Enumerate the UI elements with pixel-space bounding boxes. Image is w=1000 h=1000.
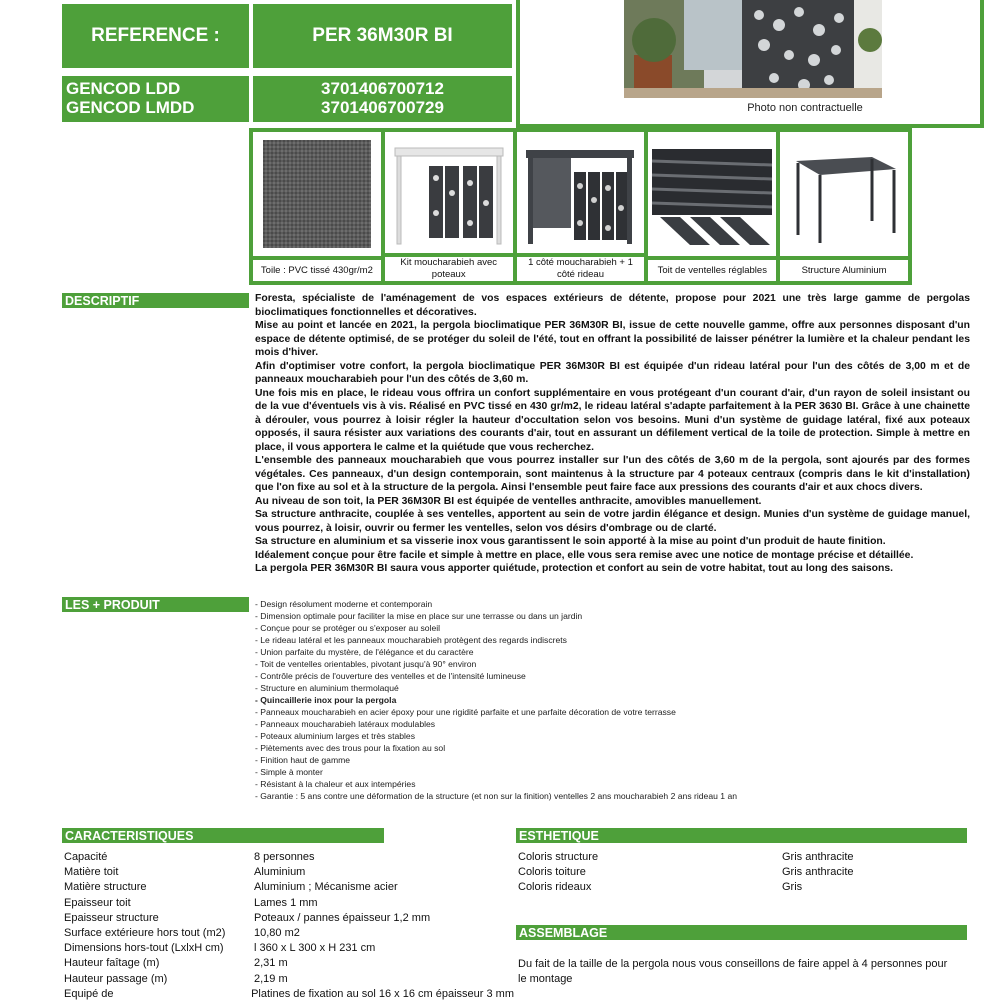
row-value: Aluminium ; Mécanisme acier (254, 881, 398, 894)
photo-caption: Photo non contractuelle (747, 102, 863, 114)
descriptif-paragraph: La pergola PER 36M30R BI saura vous apporter quiétude, protection et confort au sein de votre habitat, tout au long des saisons. (255, 563, 893, 574)
caracteristiques-table (64, 850, 514, 1000)
gencod-ldd-label: GENCOD LDD (66, 79, 181, 98)
descriptif-header: DESCRIPTIF (62, 293, 249, 308)
thumbnail-moucharabieh-kit (385, 132, 513, 281)
table-row (518, 880, 968, 895)
descriptif-paragraph: Idéalement conçue pour être facile et simple à mettre en place, elle vous sera remise avec une notice de montage précise et détaillée. (255, 549, 914, 561)
list-item: - Panneaux moucharabieh latéraux modulables (255, 719, 436, 729)
row-key: Epaisseur toit (64, 896, 131, 909)
row-key: Coloris toiture (518, 866, 586, 879)
thumbnail-caption: Toile : PVC tissé 430gr/m2 (253, 256, 381, 281)
list-item: - Simple à monter (255, 767, 323, 777)
assemblage-header: ASSEMBLAGE (516, 925, 967, 940)
row-key: Capacité (64, 851, 108, 863)
thumbnail-moucharabieh-rideau (517, 132, 645, 281)
row-value: 2,19 m (254, 972, 288, 985)
moucharabieh-rideau-image (517, 132, 645, 253)
row-value: Aluminium (254, 866, 306, 879)
thumbnail-structure (780, 132, 908, 281)
gencod-lmdd-value: 3701406700729 (321, 98, 444, 117)
gencod-labels (62, 76, 249, 122)
esthetique-table (518, 850, 968, 896)
list-item: - Poteaux aluminium larges et très stables (255, 731, 416, 741)
row-value: Platines de fixation au sol 16 x 16 cm épaisseur 3 mm (251, 987, 514, 1000)
ventelles-image (648, 132, 776, 256)
thumbnail-caption: Toit de ventelles réglables (648, 256, 776, 281)
table-row (64, 850, 514, 865)
row-value: l 360 x L 300 x H 231 cm (254, 942, 376, 955)
thumbnail-ventelles (648, 132, 776, 281)
table-row (64, 911, 514, 926)
product-photo (624, 0, 882, 98)
row-value: Gris anthracite (782, 866, 854, 879)
plus-produit-header: LES + PRODUIT (62, 597, 249, 612)
row-value: Gris anthracite (782, 851, 854, 863)
row-key: Coloris rideaux (518, 881, 592, 894)
row-key: Epaisseur structure (64, 911, 159, 924)
reference-value: PER 36M30R BI (253, 4, 512, 68)
table-row (518, 850, 968, 865)
descriptif-paragraph: Au niveau de son toit, la PER 36M30R BI est équipée de ventelles anthracite, amovibles manuellement. (255, 495, 762, 507)
list-item: - Résistant à la chaleur et aux intempéries (255, 779, 416, 789)
descriptif-paragraph: Afin d'optimiser votre confort, la pergola bioclimatique PER 36M30R BI est équipée d'un rideau latéral pour l'un des côtés de 3,00 m et de panneaux moucharabieh pour l'un des côtés de 3,60 m. (255, 360, 970, 385)
list-item: - Design résolument moderne et contemporain (255, 599, 433, 609)
row-key: Equipé de (64, 987, 114, 1000)
row-key: Surface extérieure hors tout (m2) (64, 927, 226, 940)
row-value: Lames 1 mm (254, 896, 318, 909)
gencod-lmdd-label: GENCOD LMDD (66, 98, 195, 117)
row-key: Matière toit (64, 866, 119, 879)
table-row (64, 987, 514, 1000)
table-row (518, 865, 968, 880)
list-item: - Finition haut de gamme (255, 755, 351, 765)
caracteristiques-header: CARACTERISTIQUES (62, 828, 384, 843)
table-row (64, 880, 514, 895)
list-item: - Contrôle précis de l'ouverture des ventelles et de l'intensité lumineuse (255, 671, 526, 681)
row-key: Matière structure (64, 881, 147, 894)
thumbnail-caption: Kit moucharabieh avec poteaux (385, 253, 513, 281)
list-item: - Toit de ventelles orientables, pivotant jusqu'à 90° environ (255, 659, 477, 669)
descriptif-paragraph: Foresta, spécialiste de l'aménagement de vos espaces extérieurs de détente, propose pour 2021 une très large gamme de pergolas bioclimatiques fonctionnelles et décoratives. (255, 293, 970, 318)
table-row (64, 972, 514, 987)
structure-image (780, 132, 908, 256)
descriptif-paragraph: Mise au point et lancée en 2021, la pergola bioclimatique PER 36M30R BI, issue de cette nouvelle gamme, offre aux personnes disposant d'un espace de détente optimisé, de se protéger du soleil de l'été, tout en offrant la possibilité de laisser pénétrer la lumière et la chaleur pendant les mois d'hiver. (255, 320, 970, 358)
descriptif-paragraph: Sa structure anthracite, couplée à ses ventelles, apportent au sein de votre jardin élégance et design. Munies d'un système de guidage manuel, vous pourrez, à loisir, ouvrir ou fermer les ventelles, selon vos désirs d'ombrage ou de clarté. (255, 509, 970, 534)
list-item: - Quincaillerie inox pour la pergola (255, 695, 397, 705)
thumbnail-strip (249, 128, 912, 285)
reference-label: REFERENCE : (62, 4, 249, 68)
list-item: - Le rideau latéral et les panneaux moucharabieh protègent des regards indiscrets (255, 635, 567, 645)
row-key: Dimensions hors-tout (LxlxH cm) (64, 942, 224, 955)
assemblage-text: Du fait de la taille de la pergola nous vous conseillons de faire appel à 4 personnes pour le montage (518, 958, 948, 985)
product-photo-frame (516, 0, 984, 128)
row-value: 8 personnes (254, 851, 315, 863)
list-item: - Panneaux moucharabieh en acier époxy pour une rigidité parfaite et une parfaite décoration de votre terrasse (255, 707, 676, 717)
table-row (64, 941, 514, 956)
table-row (64, 865, 514, 880)
descriptif-paragraph: Sa structure en aluminium et sa visserie inox vous garantissent le soin apporté à la mise au point d'un produit de haute finition. (255, 536, 886, 547)
row-key: Hauteur faîtage (m) (64, 957, 160, 970)
thumbnail-caption: 1 côté moucharabieh + 1 côté rideau (517, 253, 645, 281)
list-item: - Union parfaite du mystère, de l'élégance et du caractère (255, 647, 474, 657)
moucharabieh-kit-image (385, 132, 513, 253)
list-item: - Structure en aluminium thermolaqué (255, 683, 399, 693)
list-item: - Garantie : 5 ans contre une déformation de la structure (et non sur la finition) ventelles 2 ans moucharabieh 2 ans rideau 1 an (255, 791, 738, 801)
list-item: - Conçue pour se protéger ou s'exposer au soleil (255, 623, 441, 633)
esthetique-header: ESTHETIQUE (516, 828, 967, 843)
table-row (64, 956, 514, 971)
descriptif-paragraph: Une fois mis en place, le rideau vous offrira un confort supplémentaire en vous protégeant d'un courant d'air, d'un rayon de soleil insistant ou de la vue d'éventuels vis à vis. Réalisé en PVC tissé en 430 gr/m2, le rideau latéral s'adapte parfaitement à la PER 3630 BI. Grâce à une chainette à dérouler, vous pourrez à loisir régler la hauteur d'occultation selon vos besoins. Muni d'un système de guidage latéral, fixé aux poteaux opposés, il saura résister aux variations des courants d'air, tout en assurant un défilement vertical de la toile de protection. Simple à mettre en place, il vous apportera le calme et la quiétude que vous recherchez. (255, 387, 970, 453)
list-item: - Dimension optimale pour faciliter la mise en place sur une terrasse ou dans un jardin (255, 611, 583, 621)
row-key: Hauteur passage (m) (64, 972, 168, 985)
row-key: Coloris structure (518, 851, 599, 863)
thumbnail-toile (253, 132, 381, 281)
thumbnail-caption: Structure Aluminium (780, 256, 908, 281)
plus-produit-list (255, 598, 970, 802)
list-item: - Piètements avec des trous pour la fixation au sol (255, 743, 446, 753)
gencod-ldd-value: 3701406700712 (321, 79, 444, 98)
row-value: 10,80 m2 (254, 927, 300, 940)
table-row (64, 896, 514, 911)
descriptif-paragraph: L'ensemble des panneaux moucharabieh que vous pourrez installer sur l'un des côtés de 3,60 m de la pergola, sont ajourés par des formes végétales. Ces panneaux, d'un design contemporain, sont maintenus à la structure par 4 poteaux centraux (compris dans le kit d'installation) que l'on fixe au sol et à la structure de la pergola. Ainsi l'ensemble peut faire face aux pressions des courants d'air et aux chocs divers. (255, 455, 970, 493)
row-value: 2,31 m (254, 957, 288, 970)
row-value: Gris (782, 881, 803, 894)
descriptif-text (255, 292, 970, 576)
table-row (64, 926, 514, 941)
row-value: Poteaux / pannes épaisseur 1,2 mm (254, 911, 431, 924)
gencod-values (253, 76, 512, 122)
toile-image (253, 132, 381, 256)
